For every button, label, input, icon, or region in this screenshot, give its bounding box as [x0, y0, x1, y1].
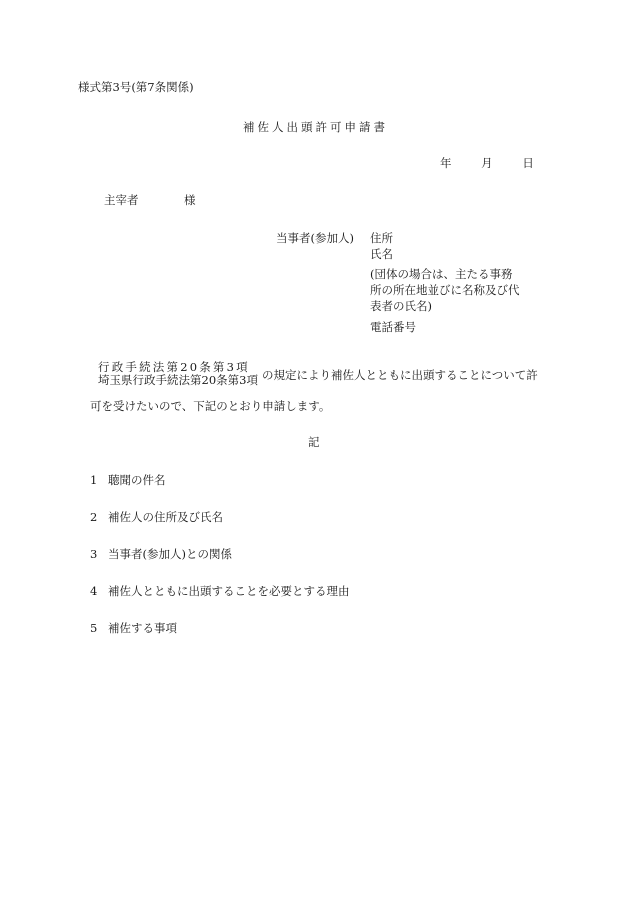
date-line [440, 155, 534, 171]
list-item [90, 583, 350, 599]
date-day: 日 [522, 156, 534, 170]
item-number: 1 [90, 473, 98, 487]
applicant-label: 当事者(参加人) [276, 231, 354, 245]
item-label: 補佐する事項 [108, 621, 177, 635]
form-number: 様式第3号(第7条関係) [78, 80, 194, 94]
body-text-line-1: の規定により補佐人とともに出頭することについて許 [262, 368, 538, 382]
item-number: 2 [90, 510, 98, 524]
body-text-line-2: 可を受けたいので、下記のとおり申請します。 [90, 399, 331, 413]
applicant-phone-label: 電話番号 [370, 320, 416, 334]
list-item [90, 472, 166, 488]
applicant-name-label: 氏名 [370, 247, 393, 261]
date-year: 年 [440, 156, 452, 170]
law-reference-line-2: 埼玉県行政手続法第20条第3項 [98, 373, 258, 387]
ki-heading: 記 [308, 435, 320, 449]
document-title: 補佐人出頭許可申請書 [243, 120, 388, 134]
item-label: 補佐人の住所及び氏名 [108, 510, 223, 524]
addressee-name: 主宰者 [104, 193, 139, 207]
date-month: 月 [481, 156, 493, 170]
item-label: 聴聞の件名 [108, 473, 166, 487]
list-item [90, 546, 232, 562]
applicant-note-line-1: (団体の場合は、主たる事務 [370, 267, 513, 281]
applicant-note-line-3: 表者の氏名) [370, 299, 432, 313]
list-item [90, 509, 223, 525]
item-number: 5 [90, 621, 98, 635]
item-number: 4 [90, 584, 98, 598]
item-label: 補佐人とともに出頭することを必要とする理由 [108, 584, 350, 598]
list-item [90, 620, 177, 636]
item-label: 当事者(参加人)との関係 [108, 547, 232, 561]
applicant-address-label: 住所 [370, 231, 393, 245]
addressee-honorific: 様 [184, 193, 196, 207]
applicant-note-line-2: 所の所在地並びに名称及び代 [370, 283, 520, 297]
applicant-block [370, 230, 520, 335]
law-reference-stack [98, 361, 258, 387]
law-reference-line-1: 行政手続法第20条第3項 [98, 360, 250, 374]
item-number: 3 [90, 547, 98, 561]
